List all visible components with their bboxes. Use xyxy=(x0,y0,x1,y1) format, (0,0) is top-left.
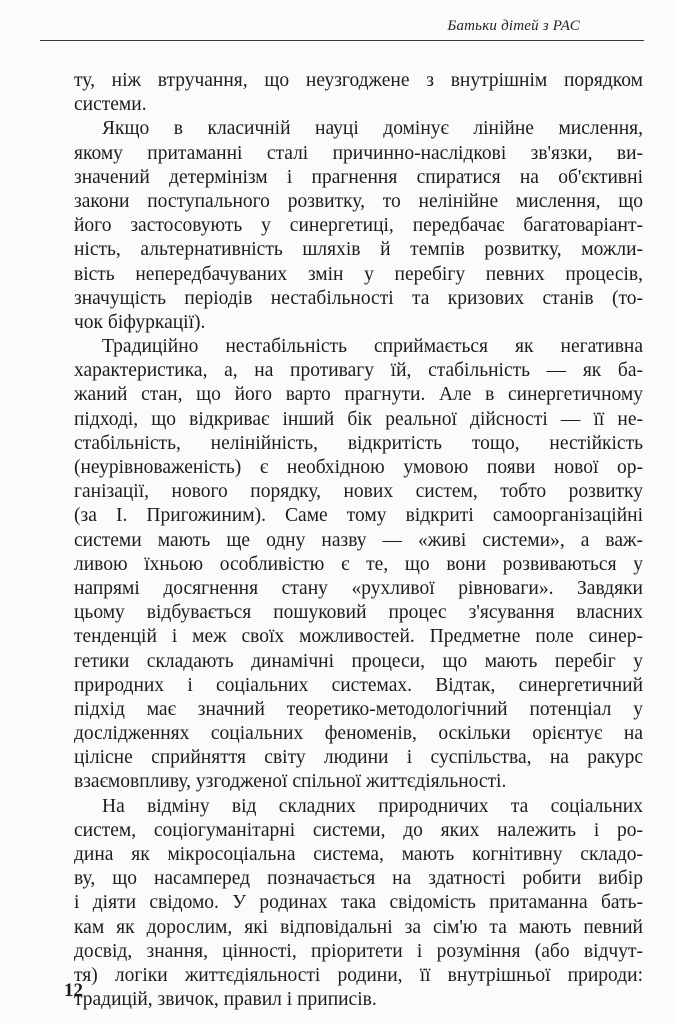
text-line: закони поступального розвитку, то нелінійне мислення, що xyxy=(74,190,643,212)
text-line: взаємовпливу, узгодженої спільної життєдіяльності. xyxy=(74,771,507,793)
text-line: систем, соціогуманітарні системи, до яких належить і ро- xyxy=(74,819,643,841)
text-line: характеристика, а, на противагу їй, стабільність — як ба- xyxy=(74,360,643,382)
text-line: значущість періодів нестабільності та кризових станів (то- xyxy=(74,287,643,309)
running-title: Батьки дітей з РАС xyxy=(447,18,580,34)
text-line: жаний стан, що його варто прагнути. Але в синергетичному xyxy=(74,384,643,406)
text-line: ливою їхньою особливістю є те, що вони розвиваються у xyxy=(74,553,643,575)
text-line: підхід має значний теоретико-методологічний потенціал у xyxy=(74,698,643,720)
text-line: цілісне сприйняття світу людини і суспільства, на ракурс xyxy=(74,747,643,769)
text-line: цьому відбувається пошуковий процес з'ясування власних xyxy=(74,602,643,624)
text-line: гетики складають динамічні процеси, що мають перебіг у xyxy=(74,650,643,672)
body-text xyxy=(74,69,643,1012)
text-line: стабільність, нелінійність, відкритість тощо, нестійкість xyxy=(74,432,643,454)
text-line: вість непередбачуваних змін у перебігу певних процесів, xyxy=(74,263,643,285)
text-line: напрямі досягнення стану «рухливої рівноваги». Завдяки xyxy=(74,577,643,599)
text-line: дина як мікросоціальна система, мають когнітивну складо- xyxy=(74,844,643,865)
text-line: і діяти свідомо. У родинах така свідомість притаманна бать- xyxy=(74,892,643,914)
text-line: ву, що насамперед позначається на здатності робити вибір xyxy=(74,868,643,890)
text-line: ту, ніж втручання, що неузгоджене з внутрішнім порядком xyxy=(74,70,643,91)
text-line: (неурівноваженість) є необхідною умовою появи нової ор- xyxy=(74,457,643,478)
text-line: На відміну від складних природничих та соціальних xyxy=(102,795,643,817)
page-number: 12 xyxy=(64,980,83,1001)
text-line: значений детермінізм і прагнення спиратися на об'єктивні xyxy=(74,166,643,188)
text-line: його застосовують у синергетиці, передбачає багатоваріант- xyxy=(74,215,643,237)
running-header xyxy=(40,16,644,41)
text-line: системи. xyxy=(74,94,147,116)
text-line: підході, що відкриває інший бік реальної дійсності — її не- xyxy=(74,408,643,430)
text-line: кам як дорослим, які відповідальні за сім'ю та мають певний xyxy=(74,916,643,938)
text-line: тя) логіки життєдіяльності родини, її внутрішньої природи: xyxy=(74,964,643,986)
text-line: традицій, звичок, правил і приписів. xyxy=(74,989,377,1011)
text-line: дослідженнях соціальних феноменів, оскільки орієнтує на xyxy=(74,723,643,745)
text-line: ганізації, нового порядку, нових систем, тобто розвитку xyxy=(74,481,643,503)
text-line: якому притаманні сталі причинно-наслідкові зв'язки, ви- xyxy=(74,142,643,164)
text-line: Якщо в класичній науці домінує лінійне мислення, xyxy=(102,118,643,140)
text-line: (за І. Пригожиним). Саме тому відкриті самоорганізаційні xyxy=(74,505,643,527)
text-line: тенденцій і меж своїх можливостей. Предметне поле синер- xyxy=(74,626,643,648)
text-line: досвід, знання, цінності, пріоритети і розуміння (або відчут- xyxy=(74,940,643,962)
text-line: системи мають ще одну назву — «живі системи», а важ- xyxy=(74,529,643,551)
text-line: Традиційно нестабільність сприймається як негативна xyxy=(102,336,643,358)
text-line: природних і соціальних системах. Відтак, синергетичний xyxy=(74,674,643,696)
text-line: ність, альтернативність шляхів й темпів розвитку, можли- xyxy=(74,239,643,261)
text-line: чок біфуркації). xyxy=(74,311,206,333)
